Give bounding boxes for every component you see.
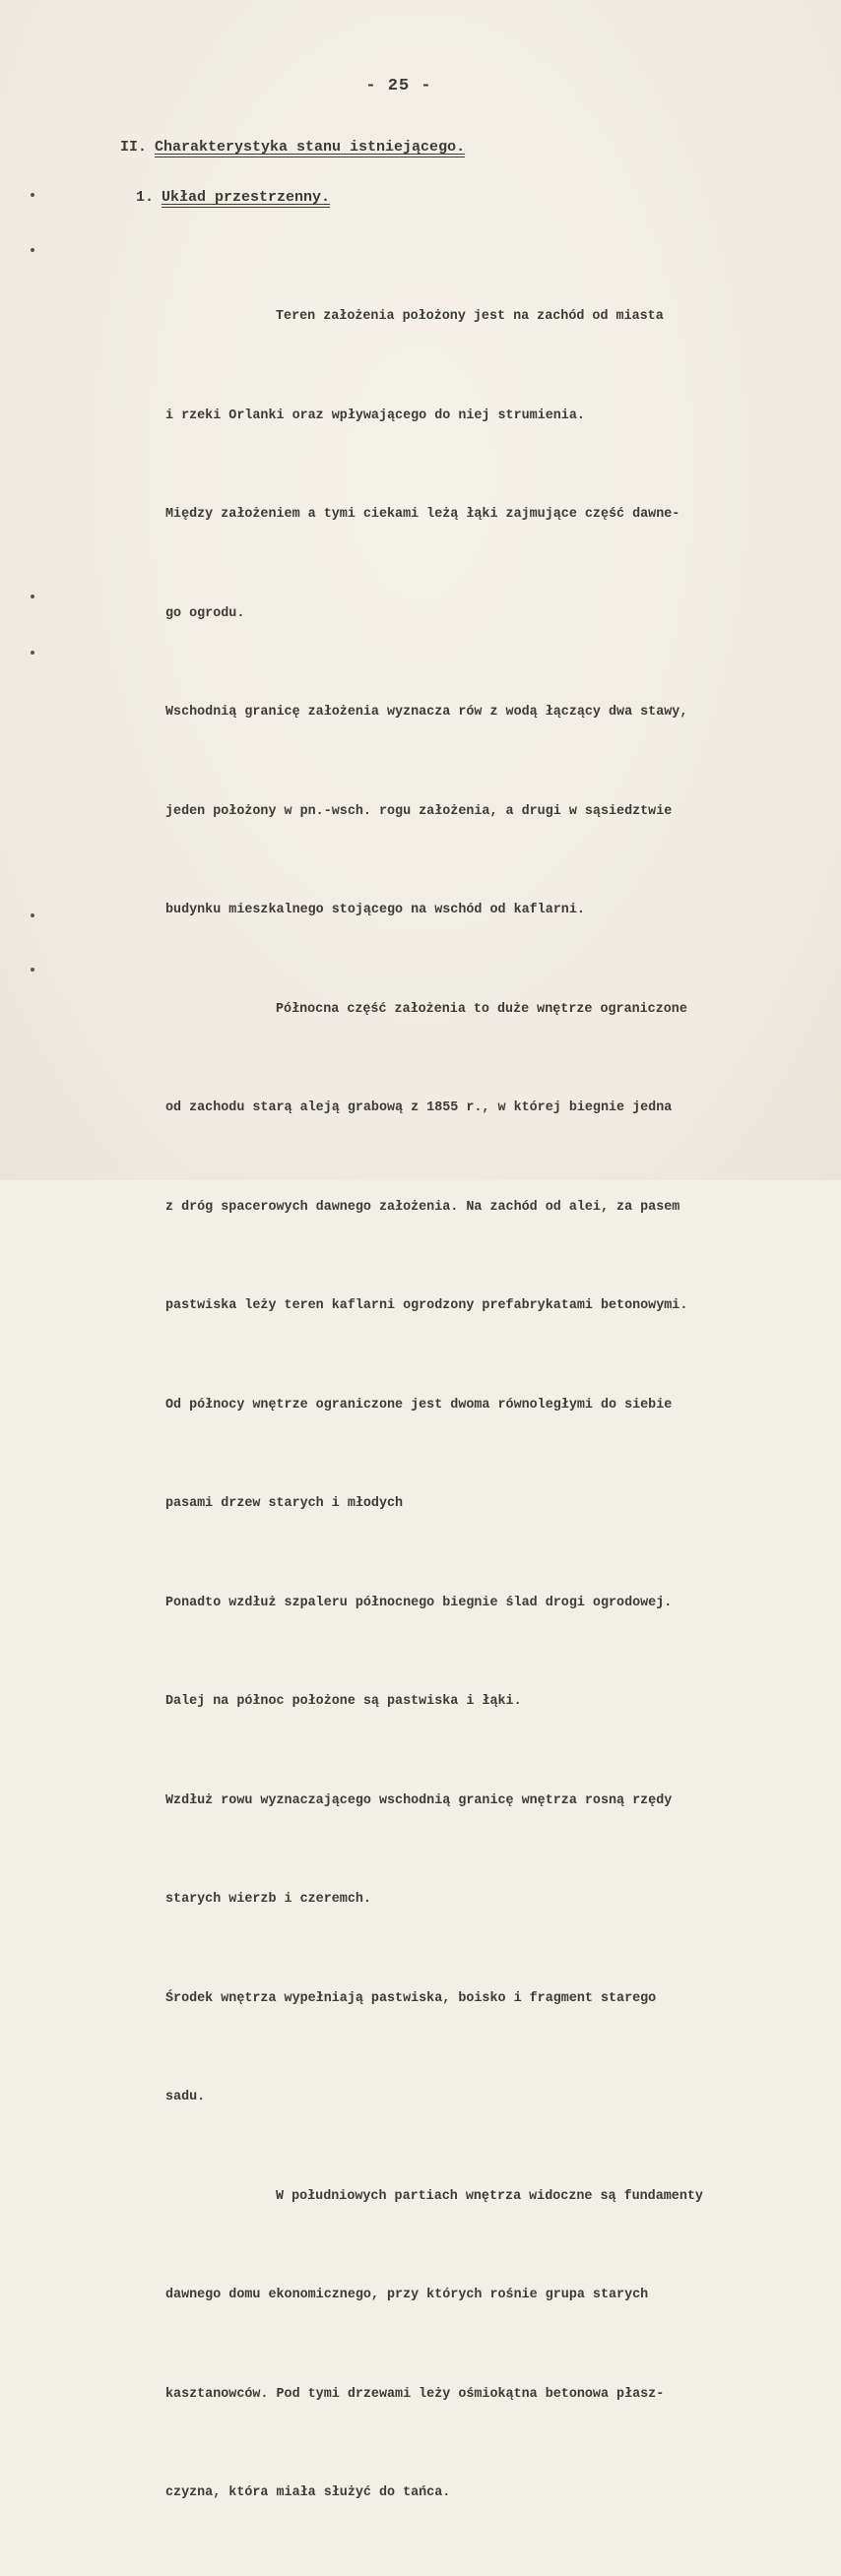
text-line: Północna część założenia to duże wnętrze ograniczone bbox=[276, 1001, 687, 1017]
text-line: Od północy wnętrze ograniczone jest dwoma równoległymi do siebie bbox=[165, 1397, 673, 1413]
section-heading bbox=[120, 139, 465, 156]
page-number: - 25 - bbox=[365, 77, 432, 95]
text-line: pastwiska leży teren kaflarni ogrodzony prefabrykatami betonowymi. bbox=[165, 1298, 688, 1313]
text-line: kasztanowców. Pod tymi drzewami leży ośmiokątna betonowa płasz- bbox=[165, 2386, 665, 2402]
section-number: II. bbox=[120, 139, 148, 156]
text-line: starych wierzb i czeremch. bbox=[165, 1892, 371, 1907]
text-line: W południowych partiach wnętrza widoczne są fundamenty bbox=[276, 2188, 703, 2204]
text-line: i rzeki Orlanki oraz wpływającego do niej strumienia. bbox=[165, 408, 585, 423]
text-line: Ponadto wzdłuż szpaleru północnego biegnie ślad drogi ogrodowej. bbox=[165, 1595, 673, 1610]
text-line: Wzdłuż rowu wyznaczającego wschodnią granicę wnętrza rosną rzędy bbox=[165, 1792, 673, 1808]
text-line: budynku mieszkalnego stojącego na wschód od kaflarni. bbox=[165, 903, 585, 917]
margin-dot bbox=[31, 595, 34, 598]
margin-dot bbox=[31, 651, 34, 655]
margin-dot bbox=[31, 193, 34, 197]
subsection-title: Układ przestrzenny. bbox=[162, 189, 331, 206]
subsection-heading bbox=[136, 189, 330, 206]
subsection-number: 1. bbox=[136, 189, 155, 206]
text-line: Między założeniem a tymi ciekami leżą łąki zajmujące część dawne- bbox=[165, 507, 680, 522]
text-line: Teren założenia położony jest na zachód od miasta bbox=[276, 309, 664, 324]
text-line: jeden położony w pn.-wsch. rogu założenia, a drugi w sąsiedztwie bbox=[165, 803, 673, 819]
text-line: pasami drzew starych i młodych bbox=[165, 1496, 404, 1511]
section-title: Charakterystyka stanu istniejącego. bbox=[155, 139, 466, 156]
margin-dot bbox=[31, 248, 34, 252]
text-line: Wschodnią granicę założenia wyznacza rów z wodą łączący dwa stawy, bbox=[165, 705, 688, 720]
body-text bbox=[165, 234, 827, 2576]
text-line: Dalej na północ położone są pastwiska i łąki. bbox=[165, 1694, 522, 1709]
text-line: Środek wnętrza wypełniają pastwiska, boisko i fragment starego bbox=[165, 1990, 657, 2006]
text-line: dawnego domu ekonomicznego, przy których rośnie grupa starych bbox=[165, 2288, 649, 2302]
margin-dot bbox=[31, 968, 34, 972]
margin-dot bbox=[31, 913, 34, 917]
text-line: czyzna, która miała służyć do tańca. bbox=[165, 2485, 451, 2500]
text-line: z dróg spacerowych dawnego założenia. Na zachód od alei, za pasem bbox=[165, 1199, 680, 1215]
text-line: go ogrodu. bbox=[165, 605, 245, 621]
text-line: od zachodu starą aleją grabową z 1855 r., w której biegnie jedna bbox=[165, 1100, 673, 1115]
text-line: sadu. bbox=[165, 2090, 206, 2105]
